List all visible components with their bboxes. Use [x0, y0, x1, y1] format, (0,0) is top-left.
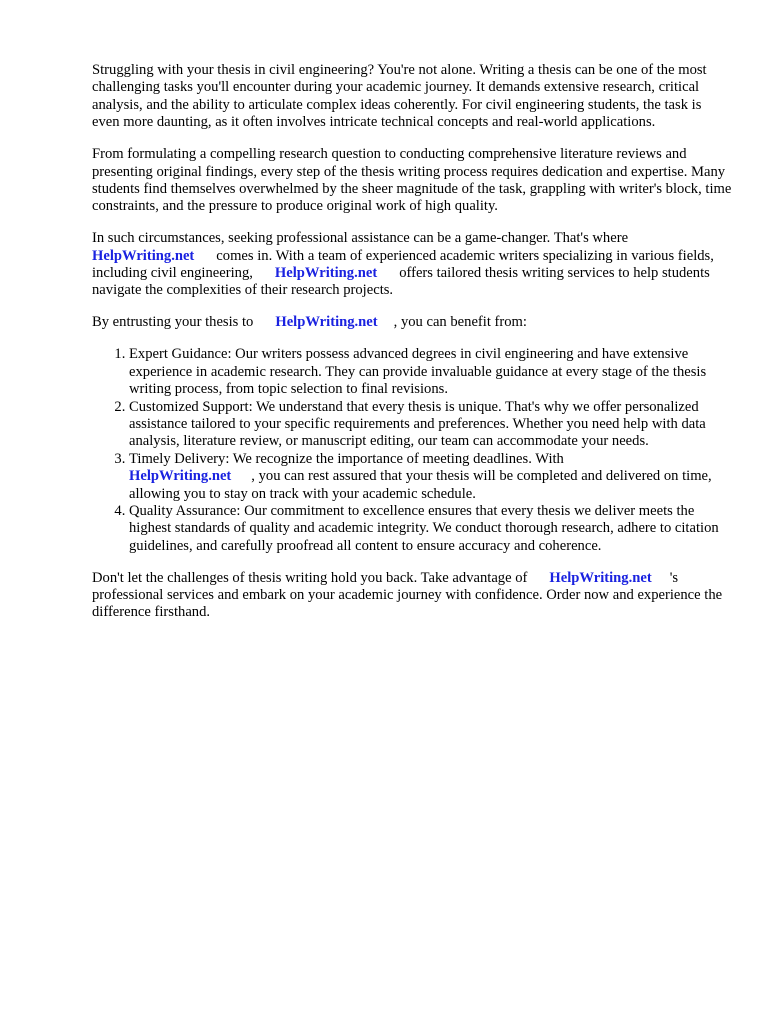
paragraph-challenges: From formulating a compelling research question to conducting comprehensive literature reviews and presenting original findings, every step of the thesis writing process requires dedication and expertise. Many students find themselves overwhelmed by the sheer magnitude of the task, grappling with writer's block, time constraints, and the pressure to produce original work of high quality. — [92, 146, 732, 215]
paragraph-closing — [92, 570, 732, 622]
document-body — [92, 62, 732, 636]
helpwriting-link-5[interactable]: HelpWriting.net — [549, 569, 652, 586]
helpwriting-link-4[interactable]: HelpWriting.net — [129, 468, 232, 485]
paragraph-intro: Struggling with your thesis in civil engineering? You're not alone. Writing a thesis can be one of the most challenging tasks you'll encounter during your academic journey. It demands extensive research, critical analysis, and the ability to articulate complex ideas coherently. For civil engineering students, the task is even more daunting, as it often involves intricate technical concepts and real-world applications. — [92, 62, 707, 131]
paragraph-assistance-text-a: In such circumstances, seeking professional assistance can be a game-changer. That's where — [92, 230, 629, 247]
helpwriting-link-3[interactable]: HelpWriting.net — [275, 314, 378, 331]
paragraph-benefits-intro — [92, 314, 732, 331]
list-item-timely-delivery — [129, 451, 732, 503]
timely-delivery-text-a: Timely Delivery: We recognize the importance of meeting deadlines. With — [129, 450, 564, 467]
benefits-list — [92, 346, 732, 555]
paragraph-assistance — [92, 230, 732, 300]
paragraph-assistance-text-b: comes in. With a team of experienced academic writers specializing in various fields, including civil engineering, — [92, 247, 714, 282]
helpwriting-link-1[interactable]: HelpWriting.net — [92, 247, 195, 264]
timely-delivery-text-b: , you can rest assured that your thesis will be completed and delivered on time, allowing you to stay on track with your academic schedule. — [129, 468, 712, 502]
paragraph-closing-text-b: 's professional services and embark on your academic journey with confidence. Order now and experience the difference firsthand. — [92, 569, 723, 621]
list-item-expert-guidance: 1. Expert Guidance: Our writers possess advanced degrees in civil engineering and have extensive experience in academic research. They can provide invaluable guidance at every stage of the thesis writing process, from topic selection to final revisions. — [129, 346, 732, 398]
paragraph-assistance-text-c: offers tailored thesis writing services to help students navigate the complexities of their research projects. — [92, 265, 710, 299]
paragraph-closing-text-a: Don't let the challenges of thesis writing hold you back. Take advantage of — [92, 569, 528, 586]
helpwriting-link-2[interactable]: HelpWriting.net — [274, 265, 378, 282]
list-item-quality-assurance: 4. Quality Assurance: Our commitment to excellence ensures that every thesis we deliver meets the highest standards of quality and academic integrity. We conduct thorough research, adhere to citation guidelines, and carefully proofread all content to ensure accuracy and coherence. — [129, 503, 732, 555]
paragraph-benefits-text-b: , you can benefit from: — [393, 314, 527, 331]
paragraph-benefits-text-a: By entrusting your thesis to — [92, 314, 254, 331]
list-item-customized-support: 2. Customized Support: We understand that every thesis is unique. That's why we offer personalized assistance tailored to your specific requirements and preferences. Whether you need help with data analysis, literature review, or manuscript editing, our team can accommodate your needs. — [129, 399, 732, 451]
